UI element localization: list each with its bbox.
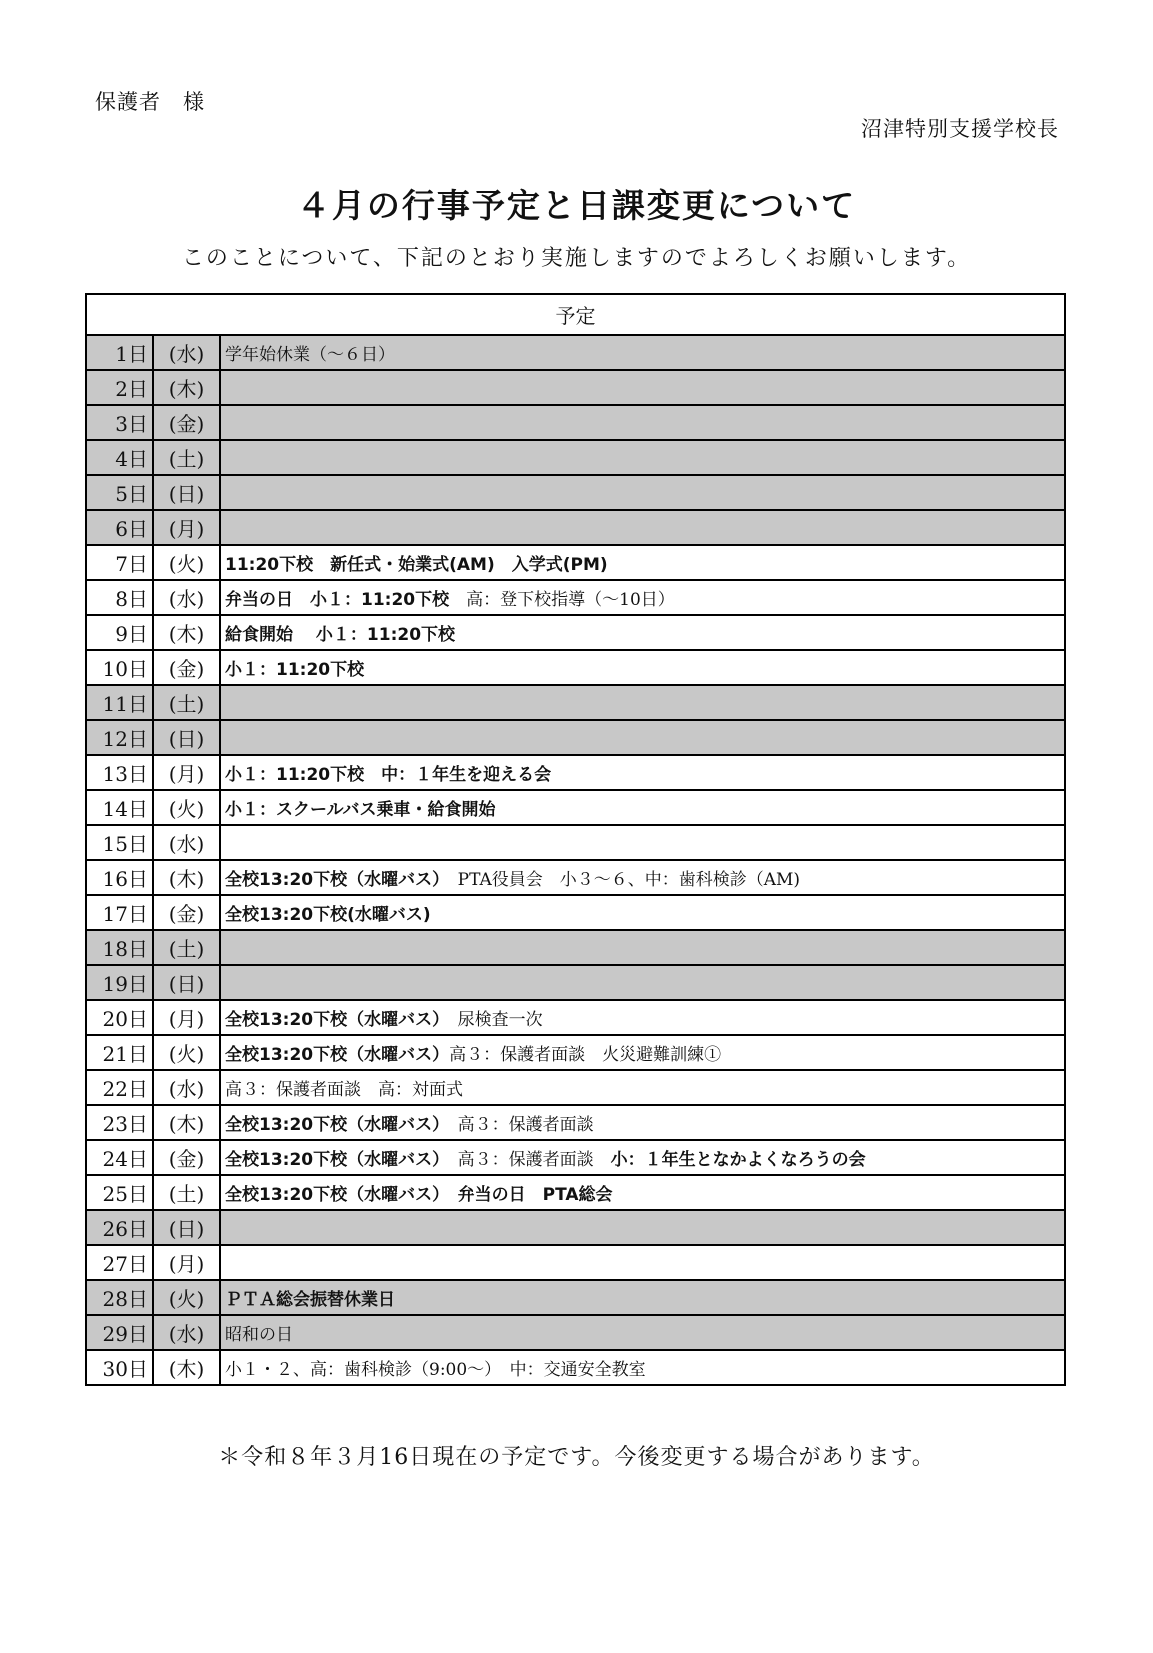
event-text: 全校13:20下校(水曜バス) [225,905,431,925]
weekday-cell: (火) [153,1035,220,1070]
event-text: 全校13:20下校（水曜バス） [225,870,441,890]
event-text: 全校13:20下校（水曜バス） [225,1115,441,1135]
schedule-row [86,1175,1065,1210]
day-cell: 7日 [86,545,153,580]
day-cell: 23日 [86,1105,153,1140]
weekday-cell: (土) [153,685,220,720]
schedule-row [86,510,1065,545]
schedule-row [86,1350,1065,1385]
event-text: 小１：11:20下校 [225,660,365,680]
schedule-row [86,545,1065,580]
day-cell: 8日 [86,580,153,615]
event-cell [220,790,1065,825]
day-cell: 16日 [86,860,153,895]
weekday-cell: (日) [153,965,220,1000]
schedule-row [86,1105,1065,1140]
weekday-cell: (月) [153,755,220,790]
event-text: 小１：11:20下校 中：１年生を迎える会 [225,765,552,785]
event-cell [220,1280,1065,1315]
schedule-header-row [86,294,1065,335]
event-cell [220,860,1065,895]
event-cell [220,440,1065,475]
weekday-cell: (水) [153,1070,220,1105]
event-cell [220,580,1065,615]
day-cell: 11日 [86,685,153,720]
day-cell: 18日 [86,930,153,965]
weekday-cell: (土) [153,930,220,965]
weekday-cell: (金) [153,895,220,930]
event-text: 全校13:20下校（水曜バス） [225,1150,441,1170]
weekday-cell: (火) [153,1280,220,1315]
schedule-row [86,930,1065,965]
event-text: 高３：保護者面談 火災避難訓練① [449,1045,722,1065]
event-text: 弁当の日 小１：11:20下校 [225,590,450,610]
schedule-row [86,650,1065,685]
schedule-header: 予定 [86,294,1065,335]
event-cell [220,545,1065,580]
event-cell [220,895,1065,930]
day-cell: 14日 [86,790,153,825]
recipient: 保護者 様 [95,90,205,114]
schedule-row [86,860,1065,895]
schedule-row [86,1245,1065,1280]
event-cell [220,1350,1065,1385]
weekday-cell: (水) [153,335,220,370]
schedule-row [86,335,1065,370]
event-text: ＰＴＡ総会振替休業日 [225,1290,395,1310]
weekday-cell: (土) [153,440,220,475]
day-cell: 12日 [86,720,153,755]
weekday-cell: (金) [153,405,220,440]
schedule-row [86,370,1065,405]
event-text: 高３：保護者面談 [440,1115,594,1135]
event-cell [220,510,1065,545]
schedule-row [86,1035,1065,1070]
weekday-cell: (水) [153,580,220,615]
weekday-cell: (土) [153,1175,220,1210]
event-text: 全校13:20下校（水曜バス） [225,1010,441,1030]
event-cell [220,1315,1065,1350]
day-cell: 4日 [86,440,153,475]
weekday-cell: (火) [153,790,220,825]
intro-text: このことについて、下記のとおり実施しますのでよろしくお願いします。 [181,246,972,271]
schedule-row [86,965,1065,1000]
event-text: 昭和の日 [225,1325,293,1345]
event-cell [220,615,1065,650]
day-cell: 27日 [86,1245,153,1280]
day-cell: 9日 [86,615,153,650]
schedule-row [86,1315,1065,1350]
schedule-table [85,293,1066,1386]
weekday-cell: (木) [153,1350,220,1385]
schedule-row [86,405,1065,440]
day-cell: 20日 [86,1000,153,1035]
event-cell [220,405,1065,440]
event-cell [220,1035,1065,1070]
schedule-row [86,720,1065,755]
day-cell: 2日 [86,370,153,405]
schedule-row [86,1210,1065,1245]
weekday-cell: (木) [153,860,220,895]
day-cell: 24日 [86,1140,153,1175]
weekday-cell: (木) [153,615,220,650]
schedule-row [86,825,1065,860]
event-text: PTA役員会 小３～６、中：歯科検診（AM) [440,870,801,890]
day-cell: 10日 [86,650,153,685]
event-text: 高３：保護者面談 高：対面式 [225,1080,463,1100]
event-cell [220,1175,1065,1210]
event-cell [220,1210,1065,1245]
event-cell [220,755,1065,790]
schedule-row [86,790,1065,825]
weekday-cell: (火) [153,545,220,580]
event-cell [220,1000,1065,1035]
event-text: 高３：保護者面談 [440,1150,611,1170]
day-cell: 19日 [86,965,153,1000]
event-cell [220,335,1065,370]
schedule-row [86,1000,1065,1035]
event-text: 全校13:20下校（水曜バス） [225,1045,450,1065]
schedule-row [86,475,1065,510]
schedule-row [86,895,1065,930]
event-text: 小１・２、高：歯科検診（9:00～） 中：交通安全教室 [225,1360,646,1380]
schedule-row [86,755,1065,790]
day-cell: 17日 [86,895,153,930]
weekday-cell: (金) [153,650,220,685]
event-text: 全校13:20下校（水曜バス） 弁当の日 PTA総会 [225,1185,613,1205]
event-text: 小：１年生となかよくなろうの会 [610,1150,866,1170]
weekday-cell: (金) [153,1140,220,1175]
day-cell: 6日 [86,510,153,545]
event-text: 11:20下校 新任式・始業式(AM) 入学式(PM) [225,555,608,575]
event-cell [220,930,1065,965]
schedule-row [86,1070,1065,1105]
weekday-cell: (水) [153,1315,220,1350]
event-cell [220,370,1065,405]
event-cell [220,825,1065,860]
sender: 沼津特別支援学校長 [861,117,1059,141]
schedule-row [86,1280,1065,1315]
event-cell [220,685,1065,720]
day-cell: 5日 [86,475,153,510]
event-text: 学年始休業（～６日） [225,345,395,365]
weekday-cell: (月) [153,510,220,545]
day-cell: 28日 [86,1280,153,1315]
event-cell [220,475,1065,510]
event-cell [220,1245,1065,1280]
day-cell: 25日 [86,1175,153,1210]
schedule-row [86,1140,1065,1175]
day-cell: 13日 [86,755,153,790]
event-cell [220,720,1065,755]
weekday-cell: (日) [153,720,220,755]
day-cell: 26日 [86,1210,153,1245]
page-title: ４月の行事予定と日課変更について [296,186,857,225]
day-cell: 30日 [86,1350,153,1385]
event-text: 高：登下校指導（～10日） [449,590,675,610]
day-cell: 1日 [86,335,153,370]
event-cell [220,1070,1065,1105]
event-cell [220,650,1065,685]
day-cell: 15日 [86,825,153,860]
footnote: ＊令和８年３月16日現在の予定です。今後変更する場合があります。 [218,1445,935,1470]
weekday-cell: (月) [153,1000,220,1035]
weekday-cell: (木) [153,370,220,405]
event-text: 給食開始 小１：11:20下校 [225,625,456,645]
schedule-row [86,440,1065,475]
event-cell [220,1105,1065,1140]
event-text: 尿検査一次 [440,1010,543,1030]
event-cell [220,1140,1065,1175]
weekday-cell: (日) [153,1210,220,1245]
event-text: 小１：スクールバス乗車・給食開始 [225,800,496,820]
day-cell: 3日 [86,405,153,440]
schedule-row [86,580,1065,615]
day-cell: 21日 [86,1035,153,1070]
schedule-row [86,615,1065,650]
schedule-row [86,685,1065,720]
event-cell [220,965,1065,1000]
weekday-cell: (月) [153,1245,220,1280]
schedule-body [86,335,1065,1385]
weekday-cell: (水) [153,825,220,860]
day-cell: 22日 [86,1070,153,1105]
day-cell: 29日 [86,1315,153,1350]
weekday-cell: (日) [153,475,220,510]
weekday-cell: (木) [153,1105,220,1140]
